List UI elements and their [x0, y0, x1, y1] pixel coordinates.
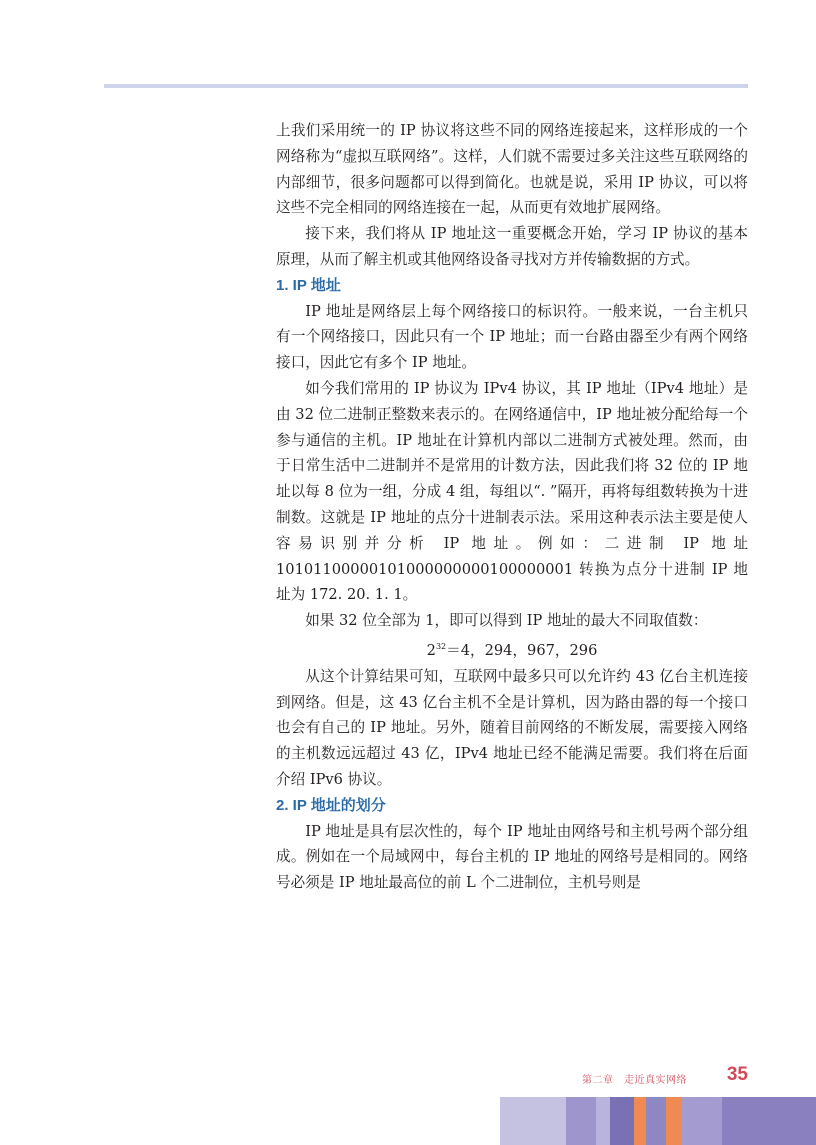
bar-segment: [566, 1097, 596, 1145]
bar-segment: [500, 1097, 566, 1145]
bar-segment: [666, 1097, 682, 1145]
intro-paragraph-1: 上我们采用统一的 IP 协议将这些不同的网络连接起来，这样形成的一个网络称为“虚拟互联网络”。这样，人们就不需要过多关注这些互联网络的内部细节，很多问题都可以得到简化。也就是说，采用 IP 协议，可以将这些不完全相同的网络连接在一起，从而更有效地扩展网络。: [276, 122, 748, 217]
section1-paragraph-2: 如今我们常用的 IP 协议为 IPv4 协议，其 IP 地址（IPv4 地址）是由 32 位二进制正整数来表示的。在网络通信中，IP 地址被分配给每一个参与通信的主机。IP 地址在计算机内部以二进制方式被处理。然而，由于日常生活中二进制并不是常用的计数方法，因此我们将 32 位的 IP 地址以每 8 位为一组，分成 4 组，每组以“. ”隔开，再将每组数转换为十进制数。这就是 IP 地址的点分十进制表示法。采用这种表示法主要是使人容易识别并分析 IP 地址。例如：二进制 IP 地址 10101100000101000000000100000001 转换为点分十进制 IP 地址为 172. 20. 1. 1。: [276, 379, 748, 604]
bar-segment: [722, 1097, 816, 1145]
page-footer: [500, 1064, 748, 1092]
page-body: [276, 118, 748, 896]
section1-paragraph-4: 从这个计算结果可知，互联网中最多只可以允许约 43 亿台主机连接到网络。但是，这 43 亿台主机不全是计算机，因为路由器的每一个接口也会有自己的 IP 地址。另外，随着目前网络的不断发展，需要接入网络的主机数远远超过 43 亿，IPv4 地址已经不能满足需要。我们将在后面介绍 IPv6 协议。: [276, 667, 748, 788]
decorative-color-bars: [500, 1097, 816, 1145]
page-number: 35: [726, 1064, 748, 1085]
section1-paragraph-3: 如果 32 位全部为 1，即可以得到 IP 地址的最大不同取值数：: [305, 612, 708, 630]
header-rule: [104, 84, 748, 88]
formula-exponent: 32: [435, 641, 447, 651]
formula-max-addresses: [276, 634, 748, 664]
section2-paragraph-1: IP 地址是具有层次性的，每个 IP 地址由网络号和主机号两个部分组成。例如在一个局域网中，每台主机的 IP 地址的网络号是相同的。网络号必须是 IP 地址最高位的前 L 个二进制位，主机号则是: [276, 822, 748, 892]
intro-paragraph-2: 接下来，我们将从 IP 地址这一重要概念开始，学习 IP 协议的基本原理，从而了解主机或其他网络设备寻找对方并传输数据的方式。: [276, 225, 748, 268]
section1-paragraph-1: IP 地址是网络层上每个网络接口的标识符。一般来说，一台主机只有一个网络接口，因此只有一个 IP 地址；而一台路由器至少有两个网络接口，因此它有多个 IP 地址。: [276, 302, 748, 372]
bar-segment: [682, 1097, 722, 1145]
bar-segment: [610, 1097, 634, 1145]
bar-segment: [596, 1097, 610, 1145]
section-heading-ip-address: 1. IP 地址: [276, 276, 341, 294]
bar-segment: [646, 1097, 666, 1145]
section-heading-ip-division: 2. IP 地址的划分: [276, 796, 386, 814]
formula-base: 2: [426, 641, 436, 659]
formula-result: ＝4，294，967，296: [446, 641, 598, 659]
footer-chapter-title: 第二章 走近真实网络: [582, 1075, 687, 1086]
bar-segment: [634, 1097, 646, 1145]
